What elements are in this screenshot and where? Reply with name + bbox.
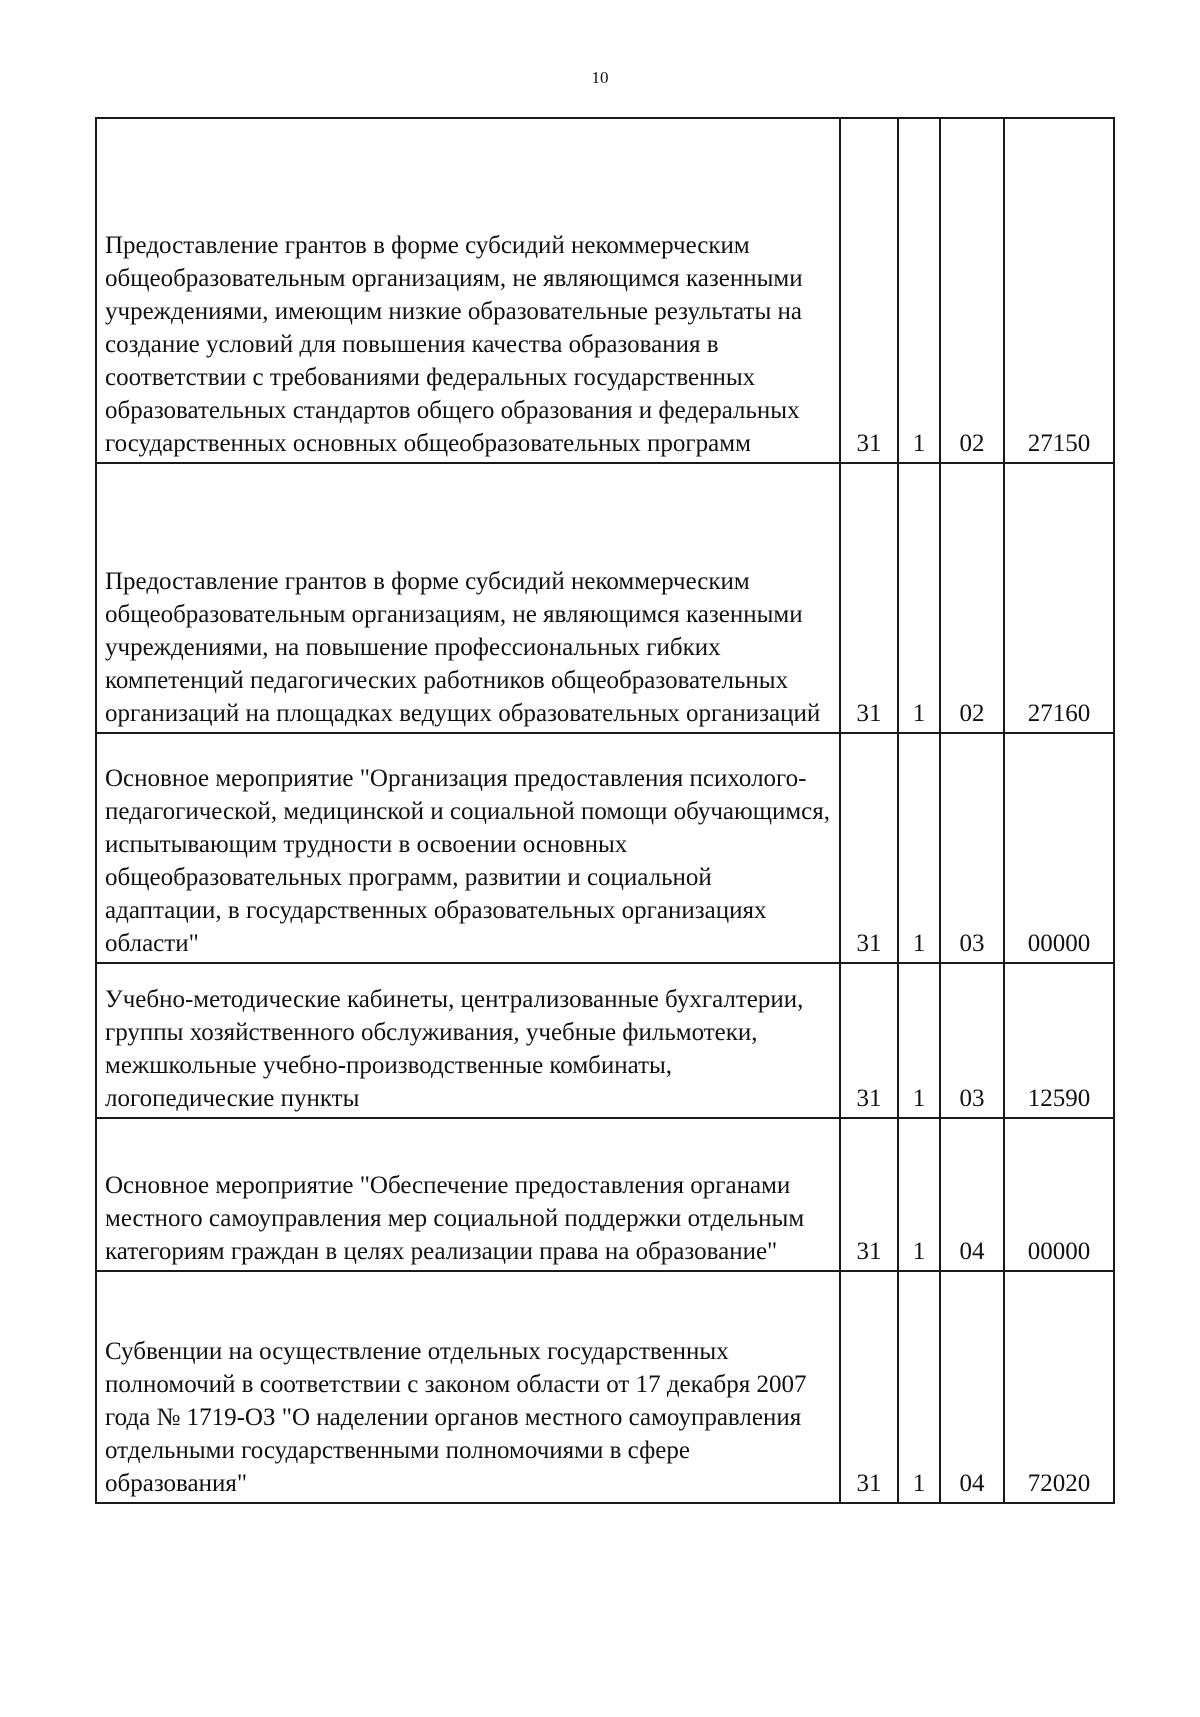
main-activity-code: 04 xyxy=(940,1271,1004,1503)
subprogram-code: 1 xyxy=(898,963,940,1118)
program-code: 31 xyxy=(840,118,898,463)
program-code: 31 xyxy=(840,963,898,1118)
direction-code: 27150 xyxy=(1004,118,1114,463)
row-description: Учебно-методические кабинеты, централизованные бухгалтерии, группы хозяйственного обслуживания, учебные фильмотеки, межшкольные учебно-производственные комбинаты, логопедические пункты xyxy=(96,963,840,1118)
main-activity-code: 03 xyxy=(940,963,1004,1118)
subprogram-code: 1 xyxy=(898,118,940,463)
row-description: Основное мероприятие "Организация предоставления психолого-педагогической, медицинской и социальной помощи обучающимся, испытывающим трудности в освоении основных общеобразовательных программ, развитии и социальной адаптации, в государственных образовательных организациях области" xyxy=(96,733,840,963)
direction-code: 72020 xyxy=(1004,1271,1114,1503)
program-code: 31 xyxy=(840,463,898,733)
direction-code: 12590 xyxy=(1004,963,1114,1118)
table-row xyxy=(96,1118,1114,1271)
table-row xyxy=(96,733,1114,963)
table-row xyxy=(96,963,1114,1118)
table-row xyxy=(96,1271,1114,1503)
program-code: 31 xyxy=(840,1118,898,1271)
row-description: Предоставление грантов в форме субсидий некоммерческим общеобразовательным организациям, не являющимся казенными учреждениями, на повышение профессиональных гибких компетенций педагогических работников общеобразовательных организаций на площадках ведущих образовательных организаций xyxy=(96,463,840,733)
subprogram-code: 1 xyxy=(898,1118,940,1271)
main-activity-code: 04 xyxy=(940,1118,1004,1271)
main-activity-code: 02 xyxy=(940,463,1004,733)
direction-code: 00000 xyxy=(1004,1118,1114,1271)
subprogram-code: 1 xyxy=(898,1271,940,1503)
budget-classification-table xyxy=(95,117,1115,1504)
subprogram-code: 1 xyxy=(898,463,940,733)
main-activity-code: 03 xyxy=(940,733,1004,963)
main-activity-code: 02 xyxy=(940,118,1004,463)
table-row xyxy=(96,463,1114,733)
program-code: 31 xyxy=(840,733,898,963)
row-description: Субвенции на осуществление отдельных государственных полномочий в соответствии с законом области от 17 декабря 2007 года № 1719-ОЗ "О наделении органов местного самоуправления отдельными государственными полномочиями в сфере образования" xyxy=(96,1271,840,1503)
direction-code: 27160 xyxy=(1004,463,1114,733)
row-description: Предоставление грантов в форме субсидий некоммерческим общеобразовательным организациям, не являющимся казенными учреждениями, имеющим низкие образовательные результаты на создание условий для повышения качества образования в соответствии с требованиями федеральных государственных образовательных стандартов общего образования и федеральных государственных основных общеобразовательных программ xyxy=(96,118,840,463)
program-code: 31 xyxy=(840,1271,898,1503)
subprogram-code: 1 xyxy=(898,733,940,963)
direction-code: 00000 xyxy=(1004,733,1114,963)
row-description: Основное мероприятие "Обеспечение предоставления органами местного самоуправления мер социальной поддержки отдельным категориям граждан в целях реализации права на образование" xyxy=(96,1118,840,1271)
table-row xyxy=(96,118,1114,463)
page-number: 10 xyxy=(591,68,609,87)
